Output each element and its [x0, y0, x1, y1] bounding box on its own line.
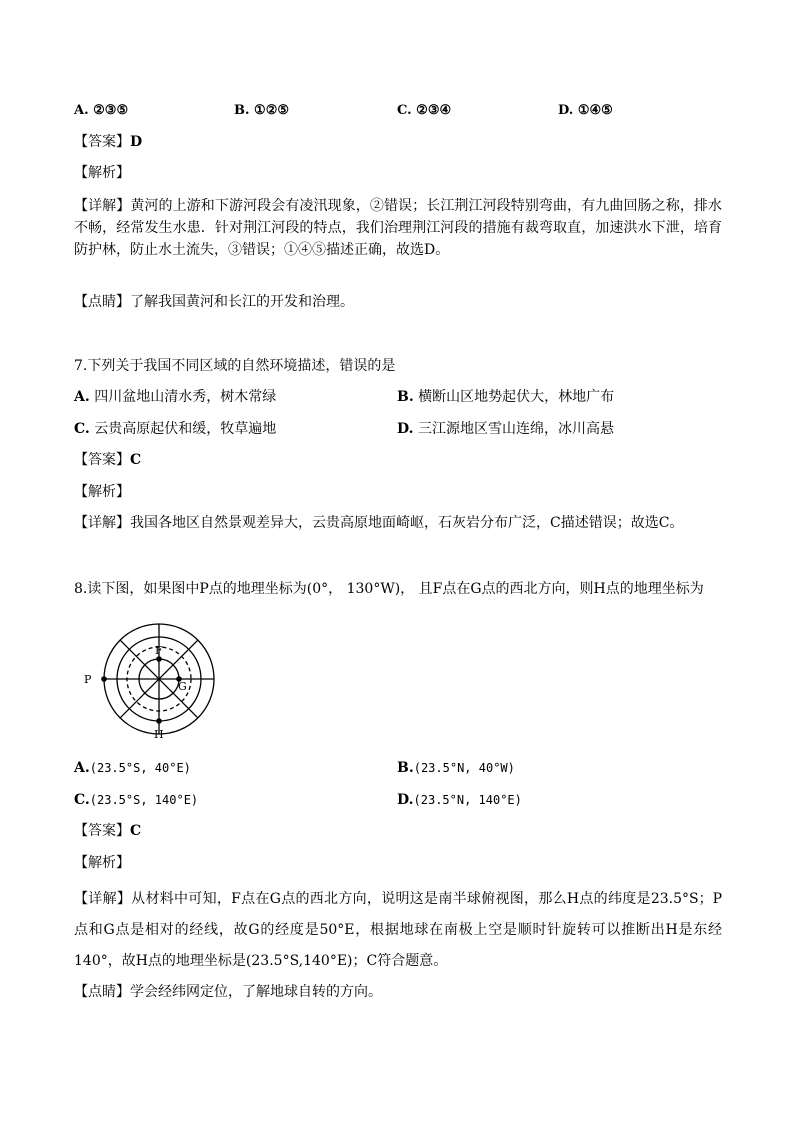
- q6-option-b: B. ①②⑤: [234, 103, 290, 118]
- q6-detail: [74, 195, 722, 261]
- q7-answer-label: 【答案】: [74, 452, 130, 468]
- q8-comment: 学会经纬网定位，了解地球自转的方向。: [130, 984, 382, 1000]
- q8-detail-label: 【详解】: [74, 891, 132, 907]
- q8-answer: C: [130, 823, 142, 839]
- q6-answer: D: [130, 134, 143, 150]
- q7-option-c: C. 云贵高原起伏和缓，牧草遍地: [74, 421, 277, 437]
- q6-answer-label: 【答案】: [74, 134, 130, 150]
- q6-option-d: D. ①④⑤: [558, 103, 613, 118]
- q7-analysis-label: 【解析】: [74, 484, 130, 500]
- point-p: [101, 676, 107, 682]
- q8-comment-label: 【点睛】: [74, 984, 130, 1000]
- q8-option-a: A.(23.5°S, 40°E): [74, 760, 191, 776]
- q8-comment-row: [74, 982, 382, 1002]
- q6-comment-label: 【点睛】: [74, 294, 130, 310]
- q7-detail: 我国各地区自然景观差异大，云贵高原地面崎岖，石灰岩分布广泛，C描述错误；故选C。: [130, 515, 684, 531]
- q6-comment: 了解我国黄河和长江的开发和治理。: [130, 294, 354, 310]
- q7-detail-label: 【详解】: [74, 515, 130, 531]
- q6-comment-row: [74, 292, 354, 312]
- q7-option-b: B. 横断山区地势起伏大，林地广布: [397, 389, 615, 405]
- point-f: [156, 656, 162, 662]
- q7-option-a: A. 四川盆地山清水秀，树木常绿: [74, 389, 277, 405]
- label-p: P: [84, 673, 92, 686]
- q8-detail-line-2: 点和G点是相对的经线，故G的经度是50°E，根据地球在南极上空是顺时针旋转可以推断出H是东经: [74, 922, 722, 938]
- polar-projection-figure: [84, 622, 218, 744]
- q6-option-c: C. ②③④: [397, 103, 452, 118]
- point-h: [156, 718, 162, 724]
- q6-detail-line-1: 【详解】黄河的上游和下游河段会有凌汛现象，②错误；长江荆江河段特别弯曲，有九曲回肠之称，排水: [74, 198, 723, 214]
- q6-answer-row: [74, 132, 142, 152]
- q6-detail-line-3: 防护林，防止水土流失，③错误；①④⑤描述正确，故选D。: [74, 242, 450, 258]
- q6-option-a: A. ②③⑤: [74, 103, 129, 118]
- q7-answer: C: [130, 452, 142, 468]
- q8-option-d: D.(23.5°N, 140°E): [397, 792, 522, 808]
- q8-stem: 8.读下图，如果图中P点的地理坐标为(0°， 130°W)， 且F点在G点的西北方向，则H点的地理坐标为: [74, 581, 704, 597]
- label-f: F: [155, 644, 163, 657]
- q8-option-b: B.(23.5°N, 40°W): [397, 760, 515, 776]
- q8-answer-row: [74, 821, 141, 841]
- q8-analysis-label: 【解析】: [74, 855, 130, 871]
- q6-detail-label: 【详解】: [74, 198, 131, 214]
- q6-detail-line-2: 不畅，经常发生水患．针对荆江河段的特点，我们治理荆江河段的措施有裁弯取直，加速洪水下泄，培育: [74, 220, 722, 236]
- q7-detail-row: [74, 513, 683, 533]
- q7-stem: 7.下列关于我国不同区域的自然环境描述，错误的是: [74, 358, 396, 374]
- q8-detail-line-1: 【详解】从材料中可知，F点在G点的西北方向，说明这是南半球俯视图，那么H点的纬度是23.5°S；P: [74, 891, 723, 907]
- label-h: H: [154, 728, 164, 741]
- q6-analysis-label: 【解析】: [74, 165, 130, 181]
- q8-option-c: C.(23.5°S, 140°E): [74, 792, 199, 808]
- q8-answer-label: 【答案】: [74, 823, 130, 839]
- q7-option-d: D. 三江源地区雪山连绵，冰川高悬: [397, 421, 614, 437]
- q8-detail-line-3: 140°，故H点的地理坐标是(23.5°S,140°E)；C符合题意。: [74, 953, 448, 969]
- q7-answer-row: [74, 450, 141, 470]
- label-g: G: [178, 680, 187, 693]
- q8-detail: [74, 884, 722, 977]
